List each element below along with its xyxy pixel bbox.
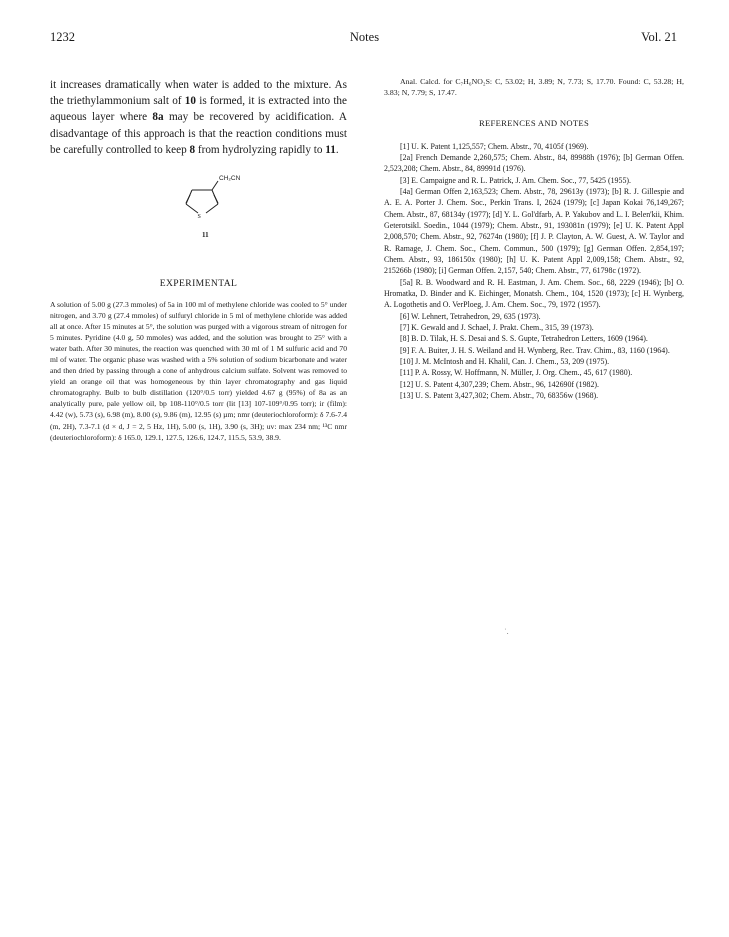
intro-text-3: may be recovered by acidification. A disadvantage of this approach is that the reaction conditions must be carefully controlled to keep xyxy=(50,111,347,156)
right-column xyxy=(384,77,684,402)
reference-item: [10] J. M. McIntosh and H. Khalil, Can. J. Chem., 53, 209 (1975). xyxy=(400,357,610,367)
intro-paragraph xyxy=(50,77,347,158)
reference-item: [11] P. A. Rossy, W. Hoffmann, N. Müller, J. Org. Chem., 45, 617 (1980). xyxy=(400,368,633,378)
compound-number-label: 11 xyxy=(202,231,209,240)
experimental-heading: EXPERIMENTAL xyxy=(159,278,238,290)
references-heading: REFERENCES AND NOTES xyxy=(478,117,590,128)
left-column xyxy=(50,77,347,443)
thiophene-structure-drawing xyxy=(178,166,258,226)
references-list xyxy=(384,141,684,402)
intro-text-end: . xyxy=(335,143,339,156)
scan-speck: ˙. xyxy=(504,627,509,636)
compound-ref-8: 8 xyxy=(189,143,196,156)
reference-item: [13] U. S. Patent 3,427,302; Chem. Abstr., 70, 68356w (1968). xyxy=(400,391,599,401)
reference-item: [9] F. A. Buiter, J. H. S. Weiland and H. Wynberg, Rec. Trav. Chim., 83, 1160 (1964). xyxy=(400,345,670,355)
intro-text-4: from hydrolyzing rapidly to xyxy=(195,143,326,156)
compound-ref-11: 11 xyxy=(325,143,336,156)
substituent-label: CH₂CN xyxy=(219,175,241,183)
reference-item: [3] E. Campaigne and R. L. Patrick, J. Am. Chem. Soc., 77, 5425 (1955). xyxy=(400,175,631,185)
chemical-structure-figure xyxy=(50,158,347,278)
reference-item: [7] K. Gewald and J. Schael, J. Prakt. Chem., 315, 39 (1973). xyxy=(400,323,594,333)
reference-item: [6] W. Lehnert, Tetrahedron, 29, 635 (1973). xyxy=(400,311,541,321)
intro-text-1: it increases dramatically when water is added to the mixture. As the triethylammonium salt of xyxy=(50,79,347,108)
reference-item: [5a] R. B. Woodward and R. H. Eastman, J. Am. Chem. Soc., 68, 2229 (1946); [b] O. Hromatka, D. Binder and K. Eichinger, Monatsh. Chem., 104, 1520 (1973); [c] H. Wynberg, A. Logothetis and O. VerPloeg, J. Am. Chem. Soc., 79, 1972 (1957). xyxy=(384,277,684,310)
reference-item: [8] B. D. Tilak, H. S. Desai and S. S. Gupte, Tetrahedron Letters, 1609 (1964). xyxy=(400,334,648,344)
running-header-section: Notes xyxy=(349,30,380,44)
reference-item: [4a] German Offen 2,163,523; Chem. Abstr., 78, 29613y (1973); [b] R. J. Gillespie and A. E. A. Porter J. Chem. Soc., Perkin Trans. I, 2624 (1979); [c] Japan Kokai 76,149,267; Chem. Abstr., 87, 68134y (1977); [d] Y. L. Gol'dfarb, A. P. Yakubov and L. I. Belen'kii, Khim. Geterotsikl. Soedin., 1044 (1979); Chem. Abstr., 91, 193081n (1979); [e] U. K. Patent Appl 2,008,570; Chem. Abstr., 92, 76274n (1980); [f] J. P. Clayton, A. W. Guest, A. W. Taylor and R. Ramage, J. Chem. Soc., Chem. Commun., 500 (1979); [g] German Offen. 2,854,197; Chem. Abstr., 93, 186150x (1980); [h] U. K. Patent Appl 2,009,158; Chem. Abstr., 92, 215266b (1980); [i] German Offen. 2,157, 540; Chem. Abstr., 77, 61798c (1972). xyxy=(384,186,684,276)
experimental-paragraph: A solution of 5.00 g (27.3 mmoles) of 5a in 100 ml of methylene chloride was cooled to 5° under nitrogen, and 3.70 g (27.4 mmoles) of sulfuryl chloride in 5 ml of methylene chloride was added all at once. After 15 minutes at 5°, the solution was purged with a vigorous stream of nitrogen for 5 minutes. Pyridine (4.0 g, 50 mmoles) was added, and the solution was brought to 25° with a water bath. After 30 minutes, the reaction was quenched with 30 ml of 1 M sulfuric acid and 70 ml of water. The organic phase was washed with a 5% solution of sodium bicarbonate and water and then dried by passing through a cone of anhydrous calcium sulfate. Solvent was removed to yield an orange oil that was homogeneous by thin layer chromatography and gas liquid chromatography. Bulb to bulb distillation (120°/0.5 torr) yielded 4.67 g (95%) of 8a as an analytically pure, pale yellow oil, bp 108-110°/0.5 torr (lit [13] 107-109°/0.95 torr); ir (film): 4.42 (w), 5.73 (s), 6.98 (m), 8.00 (s), 9.86 (m), 12.95 (s) µm; nmr (deuteriochloroform): δ 7.6-7.4 (m, 2H), 7.3-7.1 (d × d, J = 2, 5 Hz, 1H), 5.00 (s, 1H), 3.90 (s, 3H); uv: max 234 nm; ¹³C nmr (deuteriochloroform): δ 165.0, 129.1, 127.5, 126.6, 124.7, 115.5, 53.9, 38.9. xyxy=(50,300,347,442)
compound-ref-8a: 8a xyxy=(152,111,164,124)
ring-atom-label: S xyxy=(197,214,201,221)
reference-item: [12] U. S. Patent 4,307,239; Chem. Abstr., 96, 142690f (1982). xyxy=(400,379,600,389)
page-number: 1232 xyxy=(50,30,75,44)
reference-item: [1] U. K. Patent 1,125,557; Chem. Abstr., 70, 4105f (1969). xyxy=(400,141,589,151)
compound-ref-10: 10 xyxy=(184,95,196,108)
elemental-analysis: Anal. Calcd. for C₇H₆NO₂S: C, 53.02; H, 3.89; N, 7.73; S, 17.70. Found: C, 53.28; H, 3.83; N, 7.79; S, 17.47. xyxy=(384,77,684,97)
intro-text-2: is formed, it is extracted into the aqueous layer where xyxy=(50,95,347,124)
volume-label: Vol. 21 xyxy=(641,30,677,44)
reference-item: [2a] French Demande 2,260,575; Chem. Abstr., 84, 89988h (1976); [b] German Offen. 2,523,208; Chem. Abstr., 84, 89991d (1976). xyxy=(384,152,684,174)
